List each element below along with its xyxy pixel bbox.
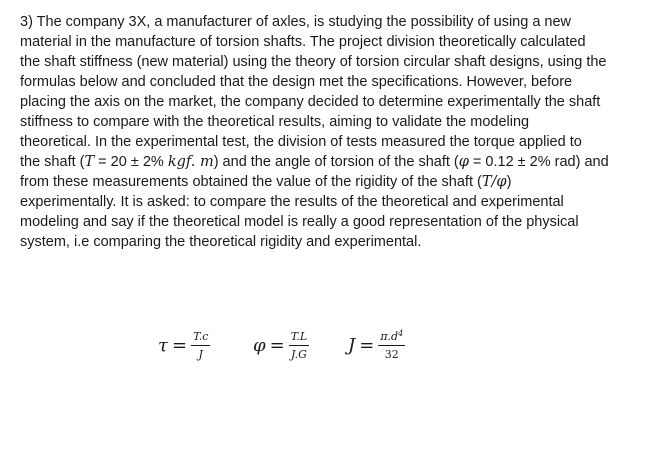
exponent: 4 bbox=[398, 329, 404, 338]
problem-line-8 bbox=[20, 152, 628, 172]
fraction bbox=[289, 330, 310, 361]
problem-line-3: the shaft stiffness (new material) using the theory of torsion circular shaft designs, using the bbox=[20, 54, 607, 70]
fraction-bar bbox=[378, 345, 405, 346]
problem-line-10: experimentally. It is asked: to compare the results of the theoretical and experimental bbox=[20, 194, 564, 210]
equals-sign: = bbox=[171, 335, 188, 356]
formula-row bbox=[0, 330, 645, 380]
equals-sign: = bbox=[359, 335, 375, 356]
problem-statement bbox=[20, 12, 628, 252]
rigidity-expression: T/φ bbox=[481, 174, 507, 190]
torque-unit: kgf. m bbox=[167, 154, 214, 170]
problem-line-5: placing the axis on the market, the company decided to determine experimentally the shaft bbox=[20, 94, 601, 110]
problem-line-4: formulas below and concluded that the design met the specifications. However, before bbox=[20, 74, 573, 90]
fraction-bar bbox=[191, 345, 210, 346]
text-segment: the shaft ( bbox=[20, 154, 85, 170]
denominator: 32 bbox=[384, 348, 399, 361]
problem-line-6: stiffness to compare with the theoretical results, aiming to validate the modeling bbox=[20, 114, 530, 130]
formula-lhs: τ bbox=[158, 335, 168, 356]
text-segment: ) bbox=[506, 174, 512, 190]
torque-symbol: T bbox=[84, 154, 95, 170]
angle-symbol: φ bbox=[458, 154, 469, 170]
denominator: J.G bbox=[291, 348, 307, 361]
text-segment: from these measurements obtained the value of the rigidity of the shaft ( bbox=[20, 174, 482, 190]
twist-angle-formula bbox=[253, 330, 309, 361]
problem-line-12: system, i.e comparing the theoretical rigidity and experimental. bbox=[20, 234, 422, 250]
text-segment: ) and the angle of torsion of the shaft ( bbox=[213, 154, 459, 170]
formula-lhs: J bbox=[348, 335, 356, 356]
problem-line-11: modeling and say if the theoretical model is really a good representation of the physical bbox=[20, 214, 579, 230]
equals-sign: = bbox=[269, 335, 285, 356]
numerator: T.L bbox=[290, 330, 308, 343]
polar-moment-formula bbox=[348, 330, 405, 361]
problem-line-7: theoretical. In the experimental test, the division of tests measured the torque applied to bbox=[20, 134, 582, 150]
fraction-bar bbox=[289, 345, 310, 346]
text-segment: = 0.12 ± 2% rad) and bbox=[468, 154, 609, 170]
problem-line-9 bbox=[20, 172, 628, 192]
numerator: T.c bbox=[193, 330, 209, 343]
fraction bbox=[378, 330, 405, 361]
fraction bbox=[191, 330, 210, 361]
formula-lhs: φ bbox=[253, 335, 266, 356]
numerator bbox=[378, 330, 405, 343]
problem-line-2: material in the manufacture of torsion shafts. The project division theoretically calculated bbox=[20, 34, 586, 50]
shear-stress-formula bbox=[158, 330, 210, 361]
numerator-base: π.d bbox=[380, 330, 399, 343]
denominator: J bbox=[198, 348, 203, 361]
text-segment: = 20 ± 2% bbox=[94, 154, 168, 170]
problem-line-1: 3) The company 3X, a manufacturer of axles, is studying the possibility of using a new bbox=[20, 14, 572, 30]
